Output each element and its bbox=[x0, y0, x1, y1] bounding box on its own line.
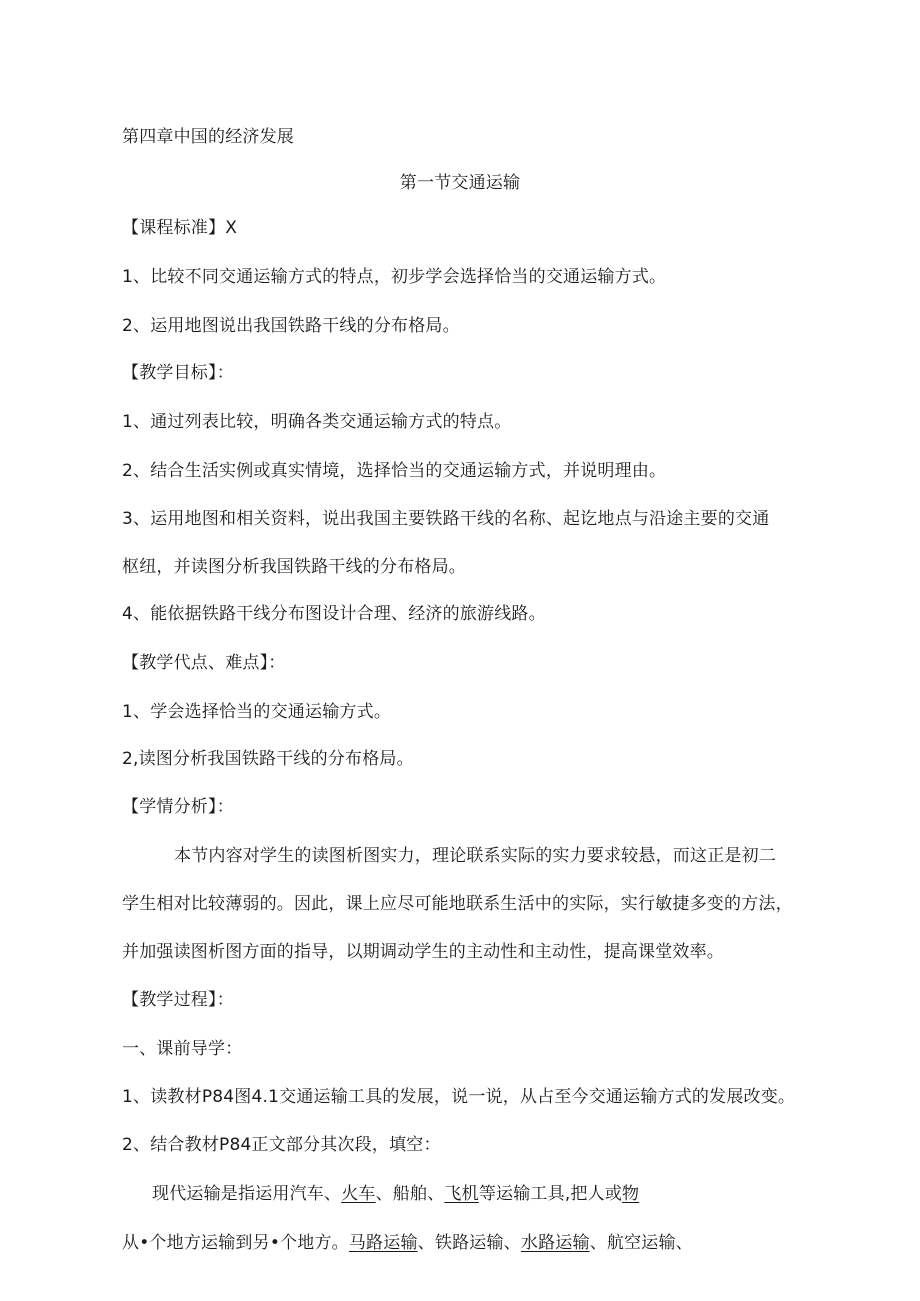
keypoint-item: 1、学会选择恰当的交通运输方式。 bbox=[122, 702, 392, 722]
fill-text: 等运输工具,把人或 bbox=[478, 1184, 623, 1204]
fill-blank-answer: 火车 bbox=[341, 1184, 376, 1204]
objective-item: 4、能依据铁路干线分布图设计合理、经济的旅游线路。 bbox=[122, 604, 546, 624]
keypoints-heading: 【教学代点、难点】： bbox=[122, 653, 286, 673]
analysis-paragraph-line: 本节内容对学生的读图析图实力，理论联系实际的实力要求较悬，而这正是初二 bbox=[174, 846, 776, 866]
fill-blank-answer: 物 bbox=[622, 1184, 640, 1204]
analysis-heading: 【学情分析】： bbox=[122, 797, 234, 817]
fill-blank-answer: 水路运输 bbox=[520, 1233, 590, 1253]
fill-blank-answer: 马路运输 bbox=[348, 1233, 418, 1253]
fill-text: 、铁路运输、 bbox=[417, 1233, 521, 1253]
preclass-item: 2、结合教材P84正文部分其次段，填空： bbox=[122, 1135, 441, 1155]
fill-blank-answer: 飞机 bbox=[444, 1184, 479, 1204]
fill-in-line bbox=[122, 1232, 693, 1254]
preclass-heading: 一、课前导学： bbox=[122, 1039, 243, 1059]
fill-text: 、航空运输、 bbox=[589, 1233, 693, 1253]
fill-text: 现代运输是指运用汽车、 bbox=[152, 1184, 342, 1204]
objective-item: 2、结合生活实例或真实情境，选择恰当的交通运输方式，并说明理由。 bbox=[122, 461, 667, 481]
section-title: 第一节交通运输 bbox=[399, 173, 521, 193]
objective-item: 3、运用地图和相关资料，说出我国主要铁路干线的名称、起讫地点与沿途主要的交通 bbox=[122, 509, 770, 529]
analysis-paragraph-line: 并加强读图析图方面的指导，以期调动学生的主动性和主动性，提高课堂效率。 bbox=[122, 942, 724, 962]
objective-item-continued: 枢纽，并读图分析我国铁路干线的分布格局。 bbox=[122, 557, 466, 577]
chapter-title: 第四章中国的经济发展 bbox=[122, 127, 294, 147]
objective-item: 1、通过列表比较，明确各类交通运输方式的特点。 bbox=[122, 412, 512, 432]
preclass-item: 1、读教材P84图4.1交通运输工具的发展，说一说，从占至今交通运输方式的发展改变。 bbox=[122, 1087, 796, 1107]
keypoint-item: 2,读图分析我国铁路干线的分布格局。 bbox=[122, 749, 414, 769]
objectives-heading: 【教学目标】： bbox=[122, 363, 234, 383]
curriculum-heading: 【课程标准】X bbox=[122, 218, 238, 238]
analysis-paragraph-line: 学生相对比较薄弱的。因此，课上应尽可能地联系生活中的实际，实行敏捷多变的方法， bbox=[122, 894, 793, 914]
fill-in-line bbox=[152, 1183, 639, 1205]
curriculum-item: 1、比较不同交通运输方式的特点，初步学会选择恰当的交通运输方式。 bbox=[122, 267, 667, 287]
fill-text: 、船舶、 bbox=[375, 1184, 445, 1204]
curriculum-item: 2、运用地图说出我国铁路干线的分布格局。 bbox=[122, 316, 460, 336]
fill-text: 从•个地方运输到另•个地方。 bbox=[122, 1233, 349, 1253]
process-heading: 【教学过程】： bbox=[122, 990, 234, 1010]
